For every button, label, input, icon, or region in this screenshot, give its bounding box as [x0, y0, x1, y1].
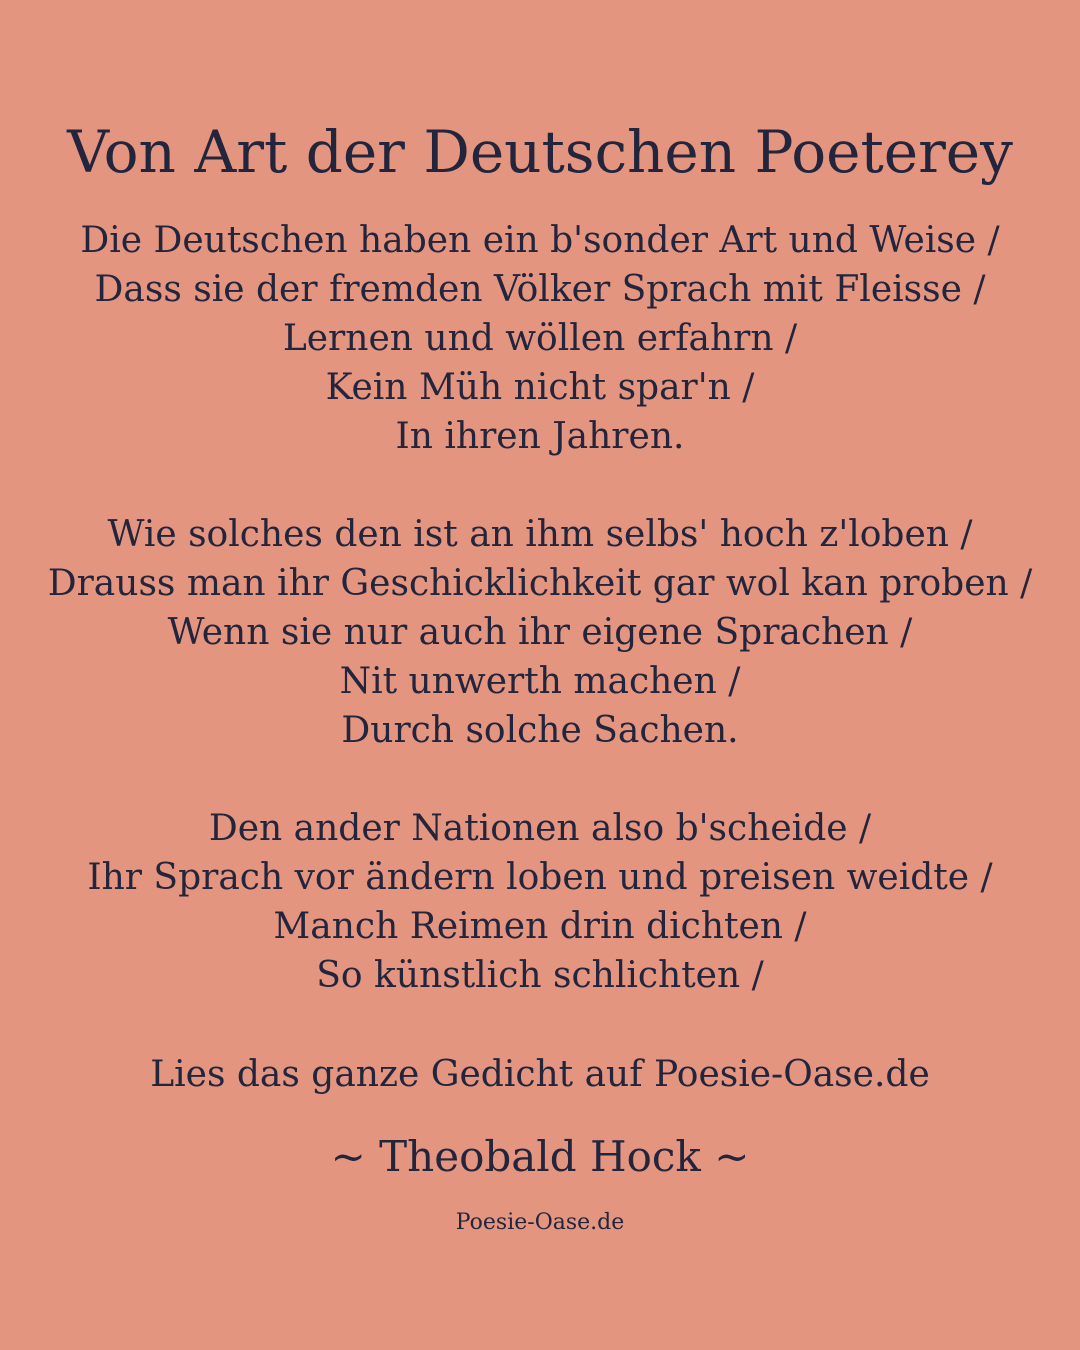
- author-name: ~ Theobald Hock ~: [330, 1132, 750, 1181]
- stanza-3: [0, 804, 1080, 1000]
- stanza-2: [0, 510, 1080, 755]
- poem-line: Nit unwerth machen /: [339, 661, 741, 702]
- poem-line: Den ander Nationen also b'scheide /: [208, 808, 872, 849]
- poem-line: Drauss man ihr Geschicklichkeit gar wol kan proben /: [47, 563, 1033, 604]
- poem-line: Dass sie der fremden Völker Sprach mit Fleisse /: [94, 269, 986, 310]
- poem-line: Lernen und wöllen erfahrn /: [282, 318, 798, 359]
- read-more-text: Lies das ganze Gedicht auf Poesie-Oase.de: [150, 1054, 930, 1095]
- site-name: Poesie-Oase.de: [455, 1210, 625, 1235]
- poem-line: Wie solches den ist an ihm selbs' hoch z'loben /: [107, 514, 973, 555]
- poem-title: Von Art der Deutschen Poeterey: [67, 118, 1013, 186]
- poem-line: Kein Müh nicht spar'n /: [325, 367, 755, 408]
- poem-body: [0, 216, 1080, 1000]
- poem-line: In ihren Jahren.: [395, 416, 685, 457]
- poem-line: Ihr Sprach vor ändern loben und preisen weidte /: [87, 857, 993, 898]
- poem-line: Durch solche Sachen.: [341, 710, 739, 751]
- poem-line: Wenn sie nur auch ihr eigene Sprachen /: [167, 612, 913, 653]
- stanza-1: [0, 216, 1080, 461]
- poem-line: Die Deutschen haben ein b'sonder Art und Weise /: [80, 220, 1000, 261]
- poem-line: Manch Reimen drin dichten /: [273, 906, 807, 947]
- poem-line: So künstlich schlichten /: [316, 955, 764, 996]
